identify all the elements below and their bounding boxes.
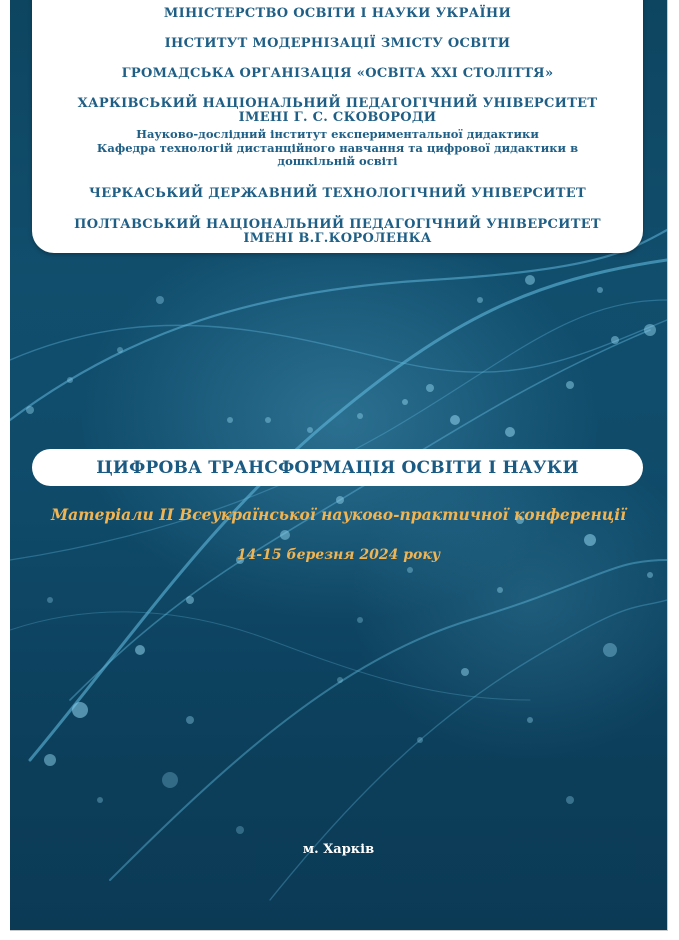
department-line: Кафедра технологій дистанційного навчання та цифрової дидактики в — [96, 141, 579, 155]
conference-title-banner — [32, 449, 643, 486]
header-organizations-card — [32, 0, 643, 253]
city-label: м. Харків — [302, 842, 375, 857]
conference-dates: 14-15 березня 2024 року — [236, 547, 441, 563]
department-line-continued: дошкільній освіті — [277, 154, 398, 168]
poltava-university-heading: ПОЛТАВСЬКИЙ НАЦІОНАЛЬНИЙ ПЕДАГОГІЧНИЙ УНІВЕРСИТЕТ — [74, 217, 601, 232]
ngo-heading: ГРОМАДСЬКА ОРГАНІЗАЦІЯ «ОСВІТА ХХІ СТОЛІТТЯ» — [121, 66, 554, 81]
kharkiv-university-heading: ХАРКІВСЬКИЙ НАЦІОНАЛЬНИЙ ПЕДАГОГІЧНИЙ УНІВЕРСИТЕТ — [77, 96, 598, 111]
poltava-university-name-line: ІМЕНІ В.Г.КОРОЛЕНКА — [243, 231, 432, 246]
conference-subtitle: Матеріали ІІ Всеукраїнської науково-практичної конференції — [50, 505, 627, 524]
institute-heading: ІНСТИТУТ МОДЕРНІЗАЦІЇ ЗМІСТУ ОСВІТИ — [164, 36, 511, 51]
conference-title: ЦИФРОВА ТРАНСФОРМАЦІЯ ОСВІТИ І НАУКИ — [96, 457, 579, 478]
kharkiv-university-name-line: ІМЕНІ Г. С. СКОВОРОДИ — [238, 110, 437, 125]
ministry-heading: МІНІСТЕРСТВО ОСВІТИ І НАУКИ УКРАЇНИ — [163, 6, 512, 21]
cover-page — [10, 0, 668, 931]
cherkasy-university-heading: ЧЕРКАСЬКИЙ ДЕРЖАВНИЙ ТЕХНОЛОГІЧНИЙ УНІВЕРСИТЕТ — [89, 186, 586, 201]
research-institute-line: Науково-дослідний інститут експериментальної дидактики — [136, 127, 539, 141]
